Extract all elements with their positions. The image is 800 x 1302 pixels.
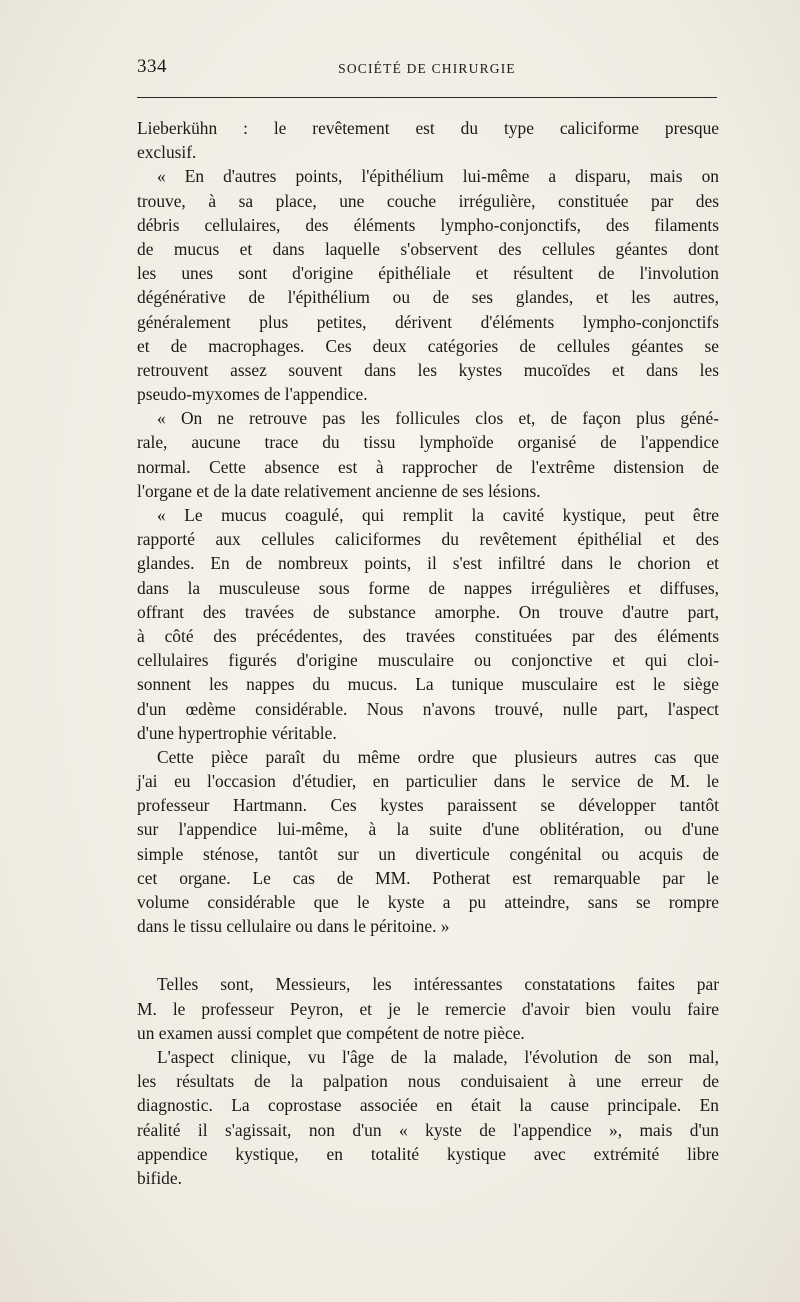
text-line: les résultats de la palpation nous conduisaient à une erreur de (137, 1071, 719, 1092)
text-line: volume considérable que le kyste a pu atteindre, sans se rompre (137, 892, 719, 912)
text-line: cellulaires figurés d'origine musculaire ou conjonctive et qui cloi- (137, 650, 719, 671)
text-line: trouve, à sa place, une couche irrégulière, constituée par des (137, 190, 719, 211)
text-line: retrouvent assez souvent dans les kystes mucoïdes et dans les (137, 359, 719, 380)
text-line: appendice kystique, en totalité kystique avec extrémité libre (137, 1143, 719, 1164)
text-line: « Le mucus coagulé, qui remplit la cavité kystique, peut être (157, 505, 719, 525)
text-line: Lieberkühn : le revêtement est du type caliciforme presque (137, 118, 719, 138)
text-line: sur l'appendice lui-même, à la suite d'une oblitération, ou d'une (137, 819, 719, 840)
text-line: les unes sont d'origine épithéliale et résultent de l'involution (137, 263, 719, 284)
text-line: rale, aucune trace du tissu lymphoïde organisé de l'appendice (137, 432, 719, 453)
text-line: rapporté aux cellules caliciformes du revêtement épithélial et des (137, 529, 719, 550)
text-line: professeur Hartmann. Ces kystes paraissent se développer tantôt (137, 795, 719, 816)
text-line: L'aspect clinique, vu l'âge de la malade, l'évolution de son mal, (157, 1046, 719, 1067)
text-line: Telles sont, Messieurs, les intéressantes constatations faites par (157, 974, 719, 995)
text-line: à côté des précédentes, des travées constituées par des éléments (137, 625, 719, 646)
text-line: dans le tissu cellulaire ou dans le péritoine. » (137, 916, 450, 937)
header-rule (137, 97, 717, 98)
text-line: l'organe et de la date relativement ancienne de ses lésions. (137, 480, 541, 501)
text-line: et de macrophages. Ces deux catégories de cellules géantes se (137, 335, 719, 356)
text-line: d'une hypertrophie véritable. (137, 722, 337, 743)
text-line: « En d'autres points, l'épithélium lui-même a disparu, mais on (157, 166, 719, 187)
text-line: exclusif. (137, 142, 197, 163)
text-line: d'un œdème considérable. Nous n'avons trouvé, nulle part, l'aspect (137, 698, 719, 719)
text-line: diagnostic. La coprostase associée en était la cause principale. En (137, 1095, 719, 1116)
text-line: normal. Cette absence est à rapprocher de l'extrême distension de (137, 456, 719, 477)
text-line: de mucus et dans laquelle s'observent des cellules géantes dont (137, 238, 719, 259)
text-line: bifide. (137, 1167, 182, 1188)
text-line: cet organe. Le cas de MM. Potherat est remarquable par le (137, 867, 719, 888)
text-line: réalité il s'agissait, non d'un « kyste de l'appendice », mais d'un (137, 1119, 719, 1140)
text-line: Cette pièce paraît du même ordre que plusieurs autres cas que (157, 746, 719, 767)
section-gap (137, 938, 719, 972)
text-line: sonnent les nappes du mucus. La tunique musculaire est le siège (137, 674, 719, 695)
text-line: un examen aussi complet que compétent de notre pièce. (137, 1022, 525, 1043)
running-title: SOCIÉTÉ DE CHIRURGIE (338, 61, 516, 76)
text-line: M. le professeur Peyron, et je le remercie d'avoir bien voulu faire (137, 998, 719, 1019)
text-line: dégénérative de l'épithélium ou de ses glandes, et les autres, (137, 287, 719, 308)
text-line: glandes. En de nombreux points, il s'est infiltré dans le chorion et (137, 553, 719, 574)
text-line: débris cellulaires, des éléments lympho-conjonctifs, des filaments (137, 214, 719, 235)
page-number: 334 (137, 56, 167, 77)
text-line: j'ai eu l'occasion d'étudier, en particulier dans le service de M. le (137, 771, 719, 792)
text-line: pseudo-myxomes de l'appendice. (137, 384, 368, 405)
text-line: généralement plus petites, dérivent d'éléments lympho-conjonctifs (137, 311, 719, 332)
page-header (137, 56, 717, 86)
body-text (137, 116, 719, 1190)
text-line: simple sténose, tantôt sur un diverticule congénital ou acquis de (137, 843, 719, 864)
text-line: offrant des travées de substance amorphe. On trouve d'autre part, (137, 601, 719, 622)
text-line: dans la musculeuse sous forme de nappes irrégulières et diffuses, (137, 577, 719, 598)
text-line: « On ne retrouve pas les follicules clos et, de façon plus géné- (157, 408, 719, 429)
